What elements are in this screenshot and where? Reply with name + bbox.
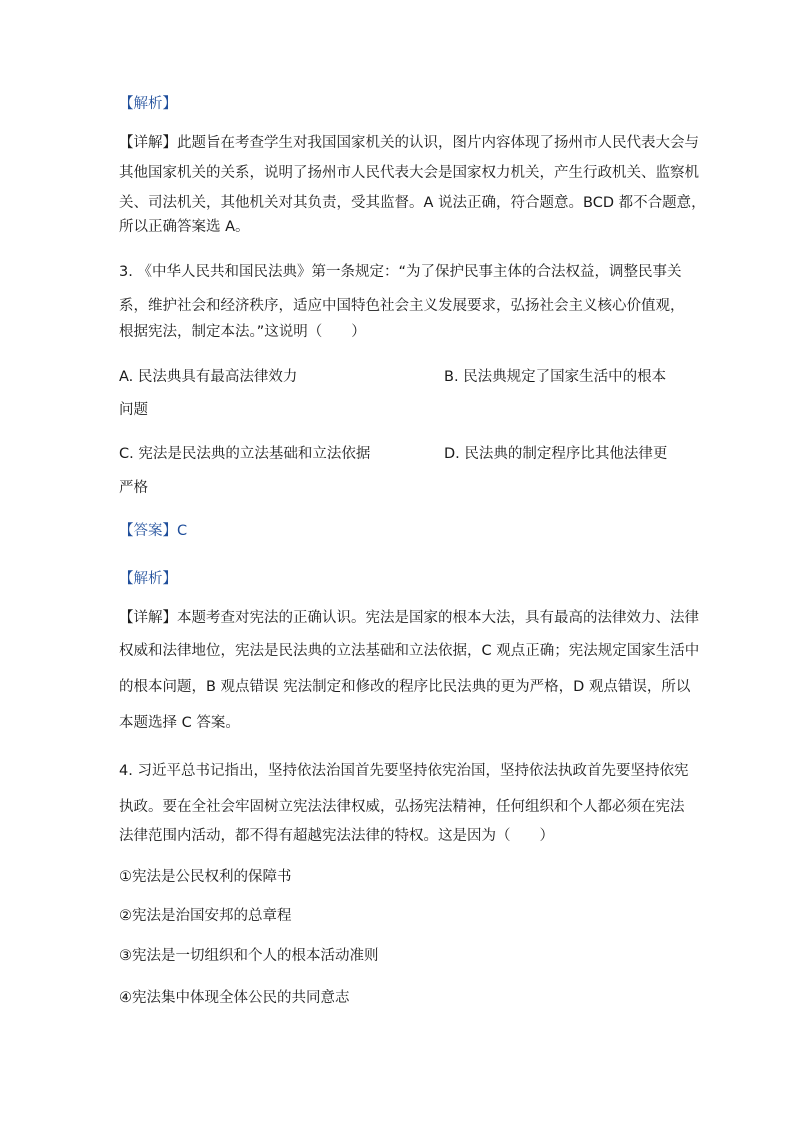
question-3-stem: 3. 《中华人民共和国民法典》第一条规定：“为了保护民事主体的合法权益，调整民事关 — [119, 264, 682, 280]
option-d-continuation: 严格 — [119, 480, 148, 496]
statement-item: ①宪法是公民权利的保障书 — [119, 869, 292, 885]
option-b-continuation: 问题 — [119, 402, 148, 418]
statement-item: ③宪法是一切组织和个人的根本活动准则 — [119, 948, 379, 964]
question-4-stem: 4. 习近平总书记指出，坚持依法治国首先要坚持依宪治国，坚持依法执政首先要坚持依宪 — [119, 763, 689, 779]
analysis-heading: 【解析】 — [119, 96, 177, 112]
statement-item: ②宪法是治国安邦的总章程 — [119, 908, 292, 924]
question-4-stem: 执政。要在全社会牢固树立宪法法律权威，弘扬宪法精神，任何组织和个人都必须在宪法 — [119, 799, 685, 815]
option-a: A. 民法典具有最高法律效力 — [119, 369, 298, 385]
statement-item: ④宪法集中体现全体公民的共同意志 — [119, 990, 350, 1006]
question-3-stem: 系，维护社会和经济秩序，适应中国特色社会主义发展要求，弘扬社会主义核心价值观， — [119, 298, 685, 314]
option-b: B. 民法典规定了国家生活中的根本 — [444, 369, 667, 385]
detail-line: 权威和法律地位，宪法是民法典的立法基础和立法依据，C 观点正确；宪法规定国家生活中 — [119, 643, 700, 659]
question-3-stem: 根据宪法，制定本法。”这说明（ ） — [119, 324, 366, 340]
option-c: C. 宪法是民法典的立法基础和立法依据 — [119, 446, 371, 462]
answer-label: 【答案】C — [119, 523, 188, 539]
analysis-heading: 【解析】 — [119, 571, 177, 587]
detail-line: 【详解】本题考查对宪法的正确认识。宪法是国家的根本大法，具有最高的法律效力、法律 — [119, 610, 699, 626]
detail-line: 所以正确答案选 A。 — [119, 219, 250, 235]
option-d: D. 民法典的制定程序比其他法律更 — [444, 446, 668, 462]
detail-line: 【详解】此题旨在考查学生对我国国家机关的认识，图片内容体现了扬州市人民代表大会与 — [119, 135, 699, 151]
detail-line: 本题选择 C 答案。 — [119, 715, 240, 731]
detail-line: 其他国家机关的关系，说明了扬州市人民代表大会是国家权力机关，产生行政机关、监察机 — [119, 165, 699, 181]
detail-line: 的根本问题，B 观点错误 宪法制定和修改的程序比民法典的更为严格，D 观点错误，所以 — [119, 679, 691, 695]
detail-line: 关、司法机关，其他机关对其负责，受其监督。A 说法正确，符合题意。BCD 都不合题意， — [119, 195, 706, 211]
question-4-stem: 法律范围内活动，都不得有超越宪法法律的特权。这是因为（ ） — [119, 828, 554, 844]
